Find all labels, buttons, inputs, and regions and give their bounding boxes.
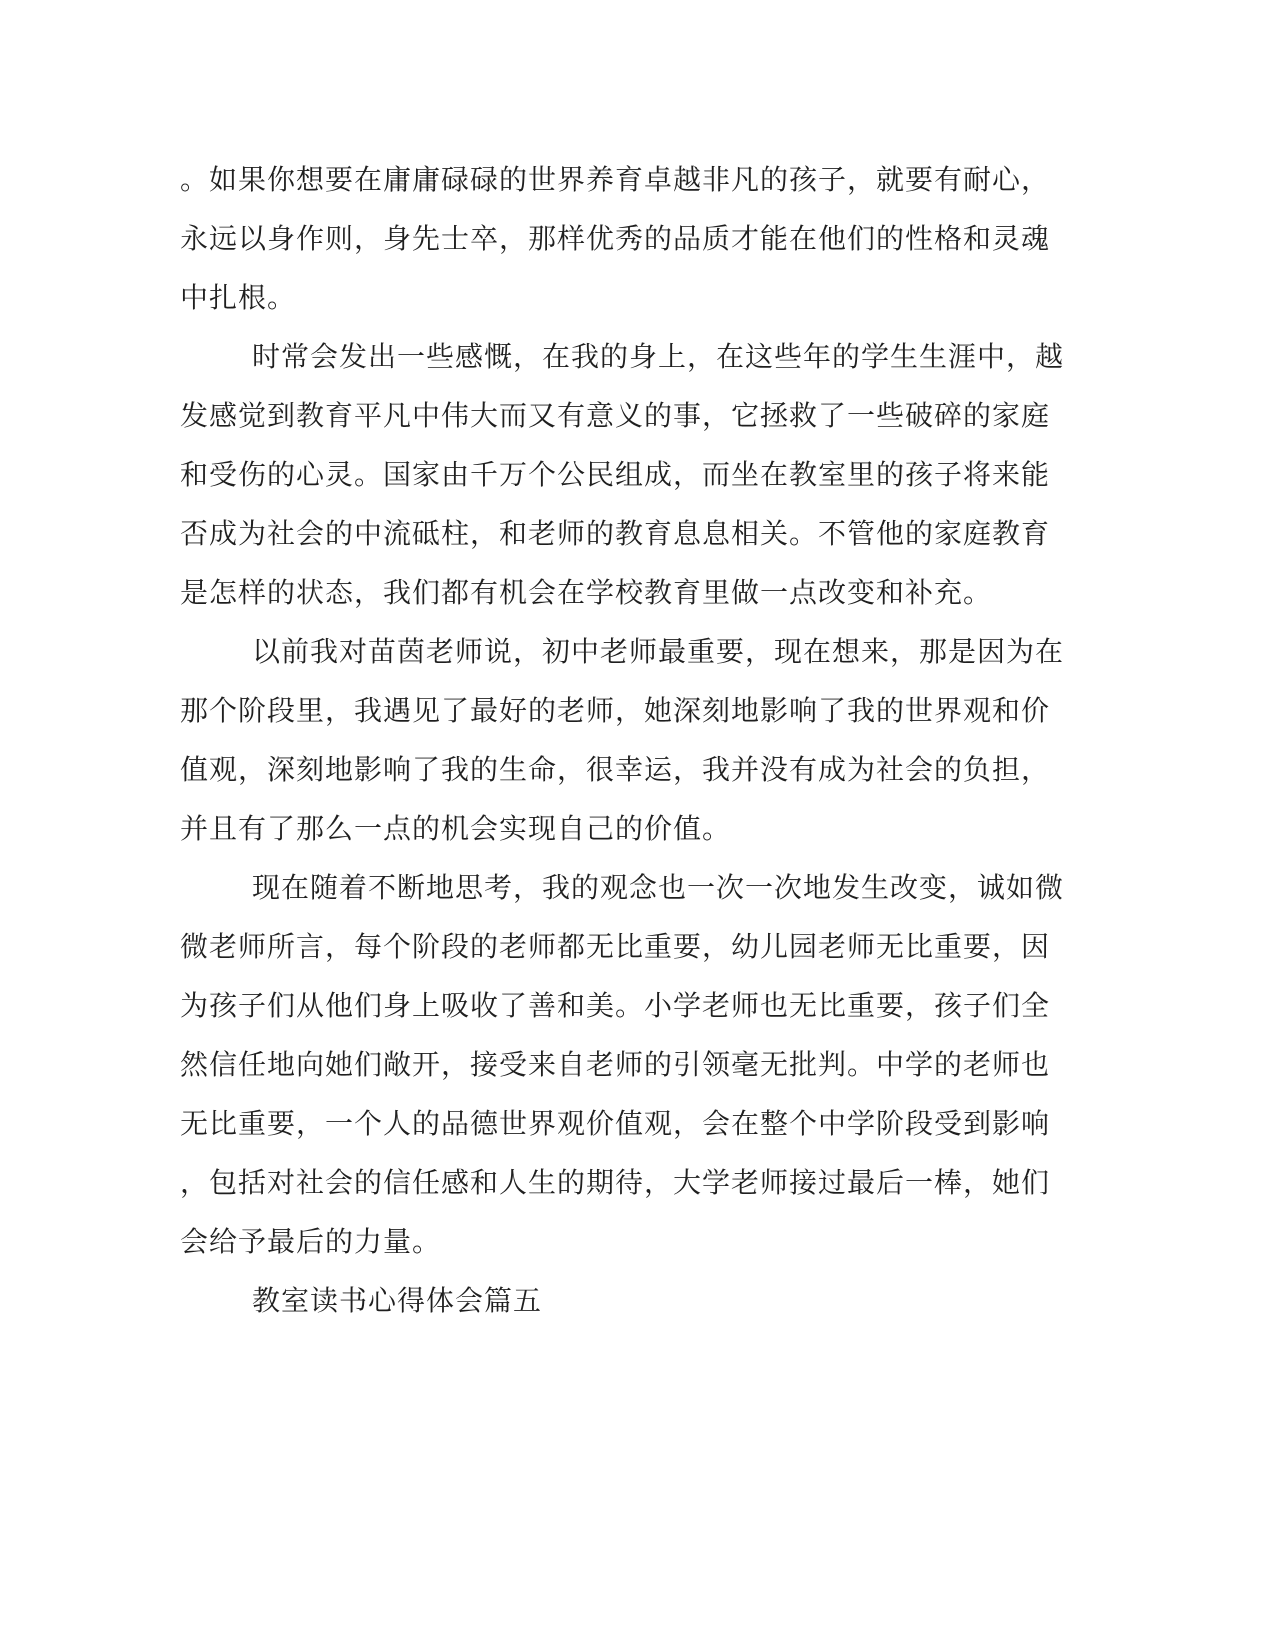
text-line-1: 。如果你想要在庸庸碌碌的世界养育卓越非凡的孩子，就要有耐心， — [180, 163, 1051, 196]
text-line-17: 无比重要，一个人的品德世界观价值观，会在整个中学阶段受到影响 — [180, 1107, 1051, 1140]
text-line-7: 否成为社会的中流砥柱，和老师的教育息息相关。不管他的家庭教育 — [180, 517, 1051, 550]
text-line-3: 中扎根。 — [180, 281, 297, 314]
text-line-16: 然信任地向她们敞开，接受来自老师的引领毫无批判。中学的老师也 — [180, 1048, 1051, 1081]
text-line-18: ，包括对社会的信任感和人生的期待，大学老师接过最后一棒，她们 — [180, 1166, 1051, 1199]
text-line-13: 现在随着不断地思考，我的观念也一次一次地发生改变，诚如微 — [252, 871, 1065, 904]
text-line-19: 会给予最后的力量。 — [180, 1225, 442, 1258]
text-line-6: 和受伤的心灵。国家由千万个公民组成，而坐在教室里的孩子将来能 — [180, 458, 1051, 491]
text-line-11: 值观，深刻地影响了我的生命，很幸运，我并没有成为社会的负担， — [180, 753, 1051, 786]
text-line-8: 是怎样的状态，我们都有机会在学校教育里做一点改变和补充。 — [180, 576, 993, 609]
text-line-10: 那个阶段里，我遇见了最好的老师，她深刻地影响了我的世界观和价 — [180, 694, 1051, 727]
text-line-9: 以前我对苗茵老师说，初中老师最重要，现在想来，那是因为在 — [252, 635, 1065, 668]
section-heading: 教室读书心得体会篇五 — [252, 1284, 543, 1317]
text-line-4: 时常会发出一些感慨，在我的身上，在这些年的学生生涯中，越 — [252, 340, 1065, 373]
text-line-15: 为孩子们从他们身上吸收了善和美。小学老师也无比重要，孩子们全 — [180, 989, 1051, 1022]
text-line-5: 发感觉到教育平凡中伟大而又有意义的事，它拯救了一些破碎的家庭 — [180, 399, 1051, 432]
text-line-2: 永远以身作则，身先士卒，那样优秀的品质才能在他们的性格和灵魂 — [180, 222, 1051, 255]
text-line-14: 微老师所言，每个阶段的老师都无比重要，幼儿园老师无比重要，因 — [180, 930, 1051, 963]
text-line-12: 并且有了那么一点的机会实现自己的价值。 — [180, 812, 732, 845]
